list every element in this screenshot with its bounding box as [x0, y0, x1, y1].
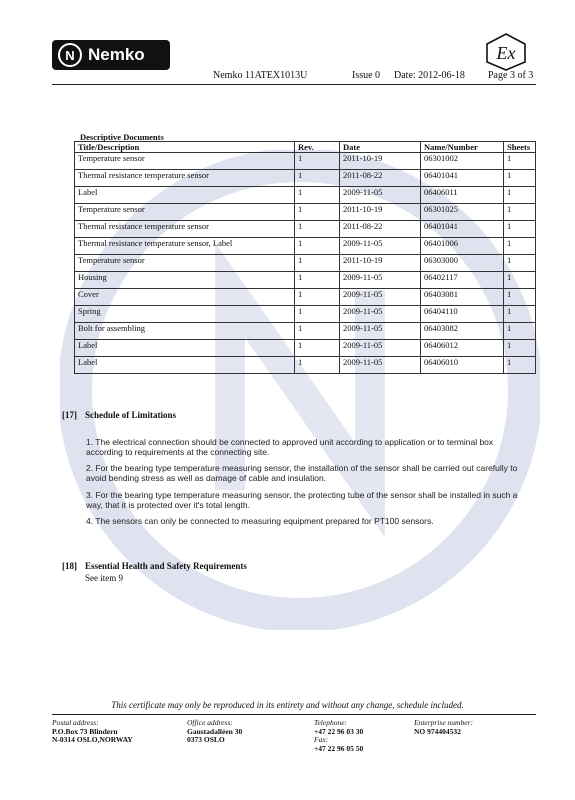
column-header: Rev. [295, 142, 340, 153]
number-cell: 06303000 [421, 255, 504, 272]
issue-number: Issue 0 [352, 70, 381, 81]
fax-label: Fax: [314, 735, 329, 744]
date-cell: 2011-10-19 [340, 153, 421, 170]
rev-cell: 1 [295, 340, 340, 357]
rev-cell: 1 [295, 289, 340, 306]
enterprise-number: NO 974404532 [414, 726, 461, 736]
issue-date: Date: 2012-06-18 [394, 70, 465, 81]
rev-cell: 1 [295, 357, 340, 374]
title-cell: Bolt for assembling [75, 323, 295, 340]
page-number: Page 3 of 3 [488, 70, 534, 81]
table-row [75, 272, 536, 289]
nemko-logo-mark: N [58, 43, 82, 67]
section-17-number: [17] [62, 410, 77, 420]
fax-number: +47 22 96 05 50 [314, 743, 364, 753]
table-row [75, 289, 536, 306]
column-header: Date [340, 142, 421, 153]
date-cell: 2009-11-05 [340, 340, 421, 357]
number-cell: 06406011 [421, 187, 504, 204]
sheets-cell: 1 [504, 221, 536, 238]
descriptive-documents-title: Descriptive Documents [80, 132, 164, 142]
table-row [75, 306, 536, 323]
section-18-text: See item 9 [85, 573, 123, 583]
certificate-number: Nemko 11ATEX1013U [213, 70, 308, 81]
sheets-cell: 1 [504, 340, 536, 357]
number-cell: 06406012 [421, 340, 504, 357]
title-cell: Housing [75, 272, 295, 289]
sheets-cell: 1 [504, 306, 536, 323]
number-cell: 06404110 [421, 306, 504, 323]
number-cell: 06401006 [421, 238, 504, 255]
postal-address-label: Postal address: [52, 718, 99, 727]
nemko-logo [52, 40, 170, 70]
date-cell: 2009-11-05 [340, 187, 421, 204]
title-cell: Cover [75, 289, 295, 306]
sheets-cell: 1 [504, 272, 536, 289]
sheets-cell: 1 [504, 153, 536, 170]
title-cell: Label [75, 357, 295, 374]
date-cell: 2009-11-05 [340, 357, 421, 374]
number-cell: 06301002 [421, 153, 504, 170]
rev-cell: 1 [295, 187, 340, 204]
title-cell: Temperature sensor [75, 255, 295, 272]
telephone-label: Telephone: [314, 718, 348, 727]
limitation-item-1: 1. The electrical connection should be connected to approved unit according to application or to terminal box according to requirements at the connecting site. [86, 437, 494, 457]
table-row [75, 238, 536, 255]
limitation-item-3: 3. For the bearing type temperature measuring sensor, the protecting tube of the sensor shall be installed in such a way, that it is protected over it's total length. [86, 490, 518, 510]
sheets-cell: 1 [504, 238, 536, 255]
limitation-item-2: 2. For the bearing type temperature measuring sensor, the installation of the sensor shall be carried out carefully to avoid bending stress as well as damage of cable and insulation. [86, 463, 518, 483]
number-cell: 06401041 [421, 170, 504, 187]
enterprise-label: Enterprise number: [414, 718, 473, 727]
rev-cell: 1 [295, 272, 340, 289]
date-cell: 2011-08-22 [340, 170, 421, 187]
title-cell: Temperature sensor [75, 153, 295, 170]
sheets-cell: 1 [504, 187, 536, 204]
table-row [75, 255, 536, 272]
title-cell: Label [75, 187, 295, 204]
number-cell: 06406010 [421, 357, 504, 374]
section-18-number: [18] [62, 561, 77, 571]
title-cell: Spring [75, 306, 295, 323]
title-cell: Temperature sensor [75, 204, 295, 221]
title-cell: Thermal resistance temperature sensor [75, 221, 295, 238]
title-cell: Label [75, 340, 295, 357]
table-row [75, 323, 536, 340]
descriptive-documents-table [74, 141, 536, 374]
sheets-cell: 1 [504, 357, 536, 374]
number-cell: 06403081 [421, 289, 504, 306]
date-cell: 2009-11-05 [340, 272, 421, 289]
office-address-line1: Gaustadalléen 30 [187, 726, 243, 736]
ex-hexagon-icon [484, 32, 528, 72]
rev-cell: 1 [295, 170, 340, 187]
rev-cell: 1 [295, 221, 340, 238]
table-row [75, 357, 536, 374]
limitation-item-4: 4. The sensors can only be connected to measuring equipment prepared for PT100 sensors. [86, 516, 434, 526]
sheets-cell: 1 [504, 204, 536, 221]
rev-cell: 1 [295, 153, 340, 170]
table-row [75, 204, 536, 221]
column-header: Sheets [504, 142, 536, 153]
section-17-title: Schedule of Limitations [85, 410, 177, 420]
number-cell: 06402117 [421, 272, 504, 289]
date-cell: 2009-11-05 [340, 289, 421, 306]
column-header: Name/Number [421, 142, 504, 153]
rev-cell: 1 [295, 238, 340, 255]
rev-cell: 1 [295, 323, 340, 340]
date-cell: 2011-08-22 [340, 221, 421, 238]
rev-cell: 1 [295, 306, 340, 323]
ex-mark-text: Ex [496, 43, 516, 63]
date-cell: 2009-11-05 [340, 323, 421, 340]
number-cell: 06401041 [421, 221, 504, 238]
sheets-cell: 1 [504, 255, 536, 272]
table-row [75, 187, 536, 204]
office-address-label: Office address: [187, 718, 233, 727]
reproduction-note: This certificate may only be reproduced in its entirety and without any change, schedule included. [111, 700, 464, 710]
title-cell: Thermal resistance temperature sensor, Label [75, 238, 295, 255]
nemko-logo-text: Nemko [88, 45, 145, 64]
table-row [75, 221, 536, 238]
office-address-line2: 0373 OSLO [187, 735, 225, 744]
title-cell: Thermal resistance temperature sensor [75, 170, 295, 187]
postal-address [52, 719, 133, 745]
postal-address-line2: N-0314 OSLO,NORWAY [52, 735, 133, 744]
date-cell: 2011-10-19 [340, 255, 421, 272]
sheets-cell: 1 [504, 289, 536, 306]
number-cell: 06403082 [421, 323, 504, 340]
number-cell: 06301025 [421, 204, 504, 221]
enterprise-info [414, 719, 473, 736]
table-row [75, 153, 536, 170]
telephone-number: +47 22 96 03 30 [314, 726, 364, 736]
postal-address-line1: P.O.Box 73 Blindern [52, 726, 118, 736]
footer-divider [52, 714, 536, 715]
sheets-cell: 1 [504, 170, 536, 187]
header-divider [52, 84, 536, 85]
contact-numbers [314, 719, 363, 753]
office-address [187, 719, 242, 745]
table-row [75, 170, 536, 187]
sheets-cell: 1 [504, 323, 536, 340]
date-cell: 2011-10-19 [340, 204, 421, 221]
rev-cell: 1 [295, 204, 340, 221]
table-header-row [75, 142, 536, 153]
section-18-title: Essential Health and Safety Requirements [85, 561, 247, 571]
column-header: Title/Description [75, 142, 295, 153]
date-cell: 2009-11-05 [340, 306, 421, 323]
rev-cell: 1 [295, 255, 340, 272]
date-cell: 2009-11-05 [340, 238, 421, 255]
table-row [75, 340, 536, 357]
